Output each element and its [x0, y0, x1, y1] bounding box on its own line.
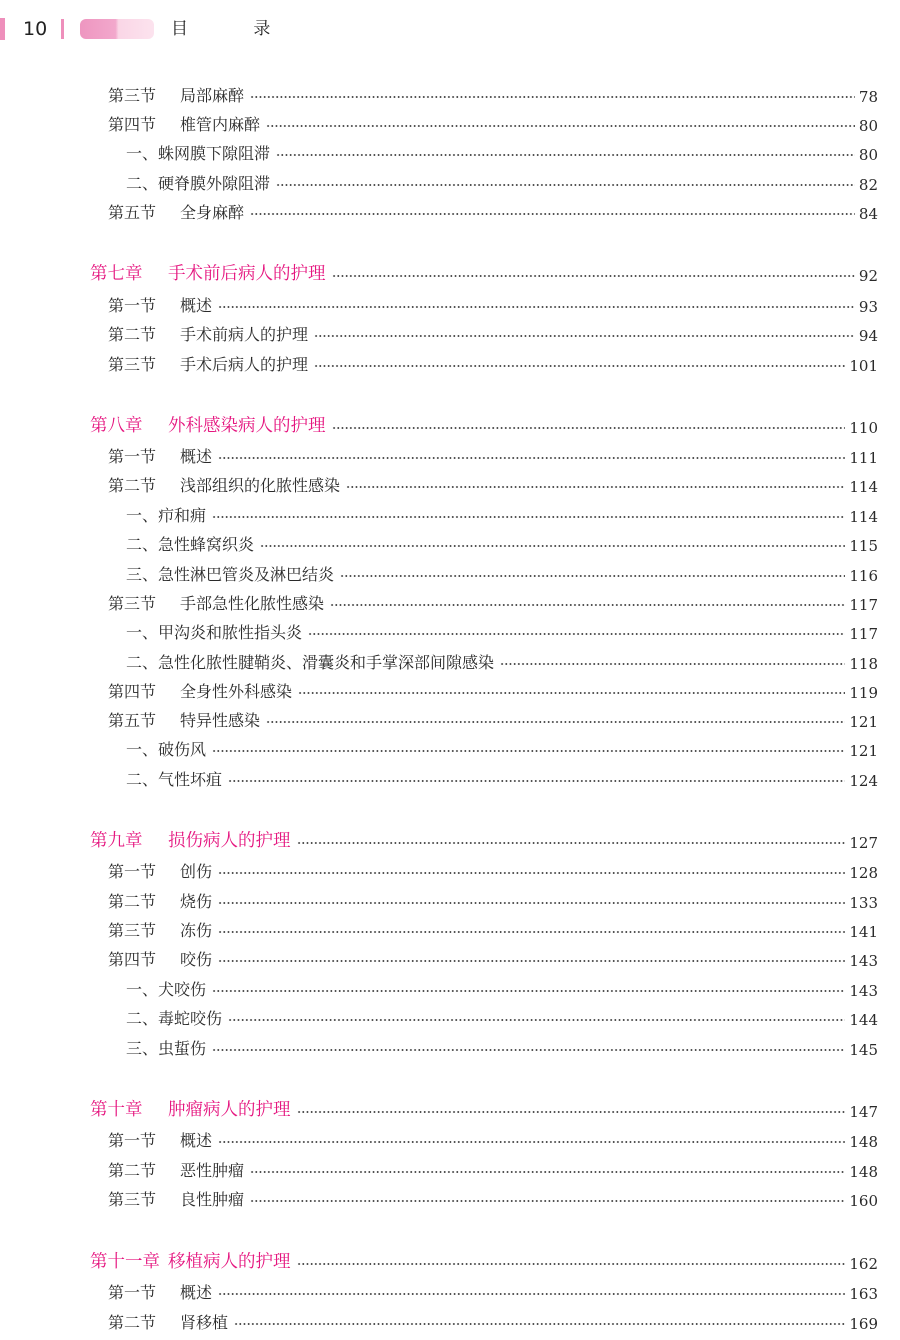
section-title: 手术前病人的护理 [180, 325, 309, 344]
section-number: 第一节 [108, 1283, 157, 1302]
toc-entry-chapter[interactable] [0, 411, 878, 437]
dot-leader [260, 543, 845, 549]
section-title: 咬伤 [180, 950, 213, 969]
section-title: 概述 [180, 447, 213, 466]
chapter-title: 损伤病人的护理 [168, 831, 291, 851]
toc-entry-item[interactable] [0, 617, 878, 643]
dot-leader [346, 484, 845, 490]
toc-entry-item[interactable] [0, 529, 878, 555]
item-title: 一、甲沟炎和脓性指头炎 [126, 623, 303, 642]
chapter-title: 手术前后病人的护理 [168, 264, 326, 284]
item-title: 二、急性蜂窝织炎 [126, 535, 255, 554]
toc-entry-section[interactable] [0, 109, 878, 135]
chapter-title: 移植病人的护理 [168, 1252, 291, 1272]
header-title: 目 录 [171, 19, 301, 39]
toc-entry-section[interactable] [0, 886, 878, 912]
dot-leader [250, 1198, 845, 1204]
toc-entry-section[interactable] [0, 290, 878, 316]
chapter-number: 第九章 [90, 831, 143, 851]
section-title: 特异性感染 [180, 711, 261, 730]
page-reference: 143 [849, 952, 878, 970]
section-title: 恶性肿瘤 [180, 1161, 245, 1180]
toc-entry-section[interactable] [0, 80, 878, 106]
page-reference: 80 [858, 117, 878, 135]
dot-leader [218, 870, 845, 876]
toc-entry-section[interactable] [0, 1307, 878, 1333]
section-number: 第三节 [108, 86, 157, 105]
dot-leader [332, 425, 846, 431]
toc-entry-section[interactable] [0, 470, 878, 496]
section-number: 第四节 [108, 115, 157, 134]
toc-entry-chapter[interactable] [0, 826, 878, 852]
item-title: 三、虫蜇伤 [126, 1039, 207, 1058]
section-number: 第二节 [108, 1313, 157, 1332]
item-title: 二、气性坏疽 [126, 770, 223, 789]
section-title: 概述 [180, 296, 213, 315]
chapter-title: 肿瘤病人的护理 [168, 1100, 291, 1120]
dot-leader [218, 304, 855, 310]
section-number: 第四节 [108, 950, 157, 969]
toc-entry-section[interactable] [0, 319, 878, 345]
toc-entry-section[interactable] [0, 1184, 878, 1210]
chapter-number: 第十一章 [90, 1252, 160, 1272]
item-title: 二、急性化脓性腱鞘炎、滑囊炎和手掌深部间隙感染 [126, 653, 495, 672]
dot-leader [218, 455, 845, 461]
section-title: 全身麻醉 [180, 203, 245, 222]
section-title: 局部麻醉 [180, 86, 245, 105]
dot-leader [297, 840, 846, 846]
chapter-number: 第七章 [90, 264, 143, 284]
dot-leader [340, 573, 845, 579]
page-reference: 94 [858, 327, 878, 345]
toc-entry-item[interactable] [0, 559, 878, 585]
toc-entry-section[interactable] [0, 441, 878, 467]
dot-leader [298, 690, 845, 696]
section-number: 第三节 [108, 921, 157, 940]
item-title: 二、毒蛇咬伤 [126, 1009, 223, 1028]
section-title: 椎管内麻醉 [180, 115, 261, 134]
section-title: 创伤 [180, 862, 213, 881]
toc-entry-item[interactable] [0, 734, 878, 760]
page-reference: 114 [849, 508, 878, 526]
page-reference: 145 [849, 1041, 878, 1059]
item-title: 一、疖和痈 [126, 506, 207, 525]
section-number: 第三节 [108, 594, 157, 613]
page-reference: 148 [849, 1163, 878, 1181]
section-title: 手术后病人的护理 [180, 355, 309, 374]
chapter-title: 外科感染病人的护理 [168, 416, 326, 436]
dot-leader [276, 152, 855, 158]
dot-leader [330, 602, 845, 608]
toc-entry-section[interactable] [0, 944, 878, 970]
page-reference: 110 [849, 419, 878, 437]
page-reference: 160 [849, 1192, 878, 1210]
toc-entry-item[interactable] [0, 168, 878, 194]
dot-leader [266, 123, 855, 129]
page-reference: 93 [858, 298, 878, 316]
page-reference: 115 [849, 537, 878, 555]
dot-leader [212, 748, 845, 754]
section-title: 概述 [180, 1131, 213, 1150]
page-reference: 162 [849, 1255, 878, 1273]
page-reference: 92 [858, 267, 878, 285]
dot-leader [332, 273, 855, 279]
section-title: 浅部组织的化脓性感染 [180, 476, 341, 495]
dot-leader [266, 719, 845, 725]
toc-entry-section[interactable] [0, 349, 878, 375]
page-reference: 144 [849, 1011, 878, 1029]
page-reference: 78 [858, 88, 878, 106]
page-reference: 169 [849, 1315, 878, 1333]
dot-leader [218, 1291, 845, 1297]
page-reference: 117 [849, 625, 878, 643]
toc-entry-section[interactable] [0, 588, 878, 614]
toc-entry-chapter[interactable] [0, 259, 878, 285]
item-title: 一、破伤风 [126, 740, 207, 759]
page-reference: 82 [858, 176, 878, 194]
dot-leader [212, 514, 845, 520]
section-title: 肾移植 [180, 1313, 229, 1332]
item-title: 三、急性淋巴管炎及淋巴结炎 [126, 565, 335, 584]
toc-entry-section[interactable] [0, 856, 878, 882]
toc-entry-item[interactable] [0, 1003, 878, 1029]
toc-entry-section[interactable] [0, 676, 878, 702]
page-reference: 80 [858, 146, 878, 164]
dot-leader [314, 363, 845, 369]
dot-leader [218, 1139, 845, 1145]
page-reference: 147 [849, 1103, 878, 1121]
section-number: 第二节 [108, 325, 157, 344]
section-title: 冻伤 [180, 921, 213, 940]
page-reference: 148 [849, 1133, 878, 1151]
section-number: 第五节 [108, 711, 157, 730]
item-title: 一、蛛网膜下隙阻滞 [126, 144, 271, 163]
page-reference: 101 [849, 357, 878, 375]
toc-entry-item[interactable] [0, 1033, 878, 1059]
toc-entry-section[interactable] [0, 1277, 878, 1303]
page-reference: 118 [849, 655, 878, 673]
toc-entry-chapter[interactable] [0, 1247, 878, 1273]
page-reference: 133 [849, 894, 878, 912]
section-title: 烧伤 [180, 892, 213, 911]
dot-leader [234, 1321, 845, 1327]
dot-leader [276, 182, 855, 188]
section-number: 第五节 [108, 203, 157, 222]
page-reference: 127 [849, 834, 878, 852]
section-number: 第四节 [108, 682, 157, 701]
toc-entry-section[interactable] [0, 915, 878, 941]
section-title: 良性肿瘤 [180, 1190, 245, 1209]
section-number: 第三节 [108, 1190, 157, 1209]
page-reference: 121 [849, 713, 878, 731]
dot-leader [297, 1109, 846, 1115]
toc-entry-chapter[interactable] [0, 1095, 878, 1121]
section-number: 第三节 [108, 355, 157, 374]
toc-entry-section[interactable] [0, 1125, 878, 1151]
page-reference: 141 [849, 923, 878, 941]
dot-leader [250, 94, 855, 100]
toc-entry-item[interactable] [0, 500, 878, 526]
page-reference: 143 [849, 982, 878, 1000]
toc-entry-section[interactable] [0, 1155, 878, 1181]
chapter-number: 第八章 [90, 416, 143, 436]
section-number: 第二节 [108, 476, 157, 495]
page-number: 10 [23, 18, 48, 40]
section-title: 全身性外科感染 [180, 682, 293, 701]
dot-leader [250, 1169, 845, 1175]
section-title: 概述 [180, 1283, 213, 1302]
page-reference: 163 [849, 1285, 878, 1303]
dot-leader [314, 333, 855, 339]
toc-entry-section[interactable] [0, 705, 878, 731]
item-title: 二、硬脊膜外隙阻滞 [126, 174, 271, 193]
toc-entry-item[interactable] [0, 974, 878, 1000]
toc-entry-item[interactable] [0, 764, 878, 790]
page-reference: 111 [849, 449, 878, 467]
dot-leader [308, 631, 845, 637]
section-number: 第二节 [108, 1161, 157, 1180]
page-reference: 117 [849, 596, 878, 614]
page-reference: 114 [849, 478, 878, 496]
item-title: 一、犬咬伤 [126, 980, 207, 999]
page-reference: 116 [849, 567, 878, 585]
toc-entry-item[interactable] [0, 647, 878, 673]
dot-leader [212, 988, 845, 994]
toc-entry-item[interactable] [0, 138, 878, 164]
page-reference: 119 [849, 684, 878, 702]
chapter-number: 第十章 [90, 1100, 143, 1120]
page-reference: 121 [849, 742, 878, 760]
section-number: 第一节 [108, 447, 157, 466]
section-title: 手部急性化脓性感染 [180, 594, 325, 613]
section-number: 第二节 [108, 892, 157, 911]
section-number: 第一节 [108, 1131, 157, 1150]
dot-leader [228, 1017, 845, 1023]
page-reference: 124 [849, 772, 878, 790]
dot-leader [212, 1047, 845, 1053]
dot-leader [500, 661, 845, 667]
dot-leader [218, 900, 845, 906]
dot-leader [218, 958, 845, 964]
dot-leader [218, 929, 845, 935]
section-number: 第一节 [108, 862, 157, 881]
section-number: 第一节 [108, 296, 157, 315]
page-reference: 128 [849, 864, 878, 882]
page-reference: 84 [858, 205, 878, 223]
dot-leader [228, 778, 845, 784]
dot-leader [250, 211, 855, 217]
toc-entry-section[interactable] [0, 197, 878, 223]
dot-leader [297, 1261, 846, 1267]
